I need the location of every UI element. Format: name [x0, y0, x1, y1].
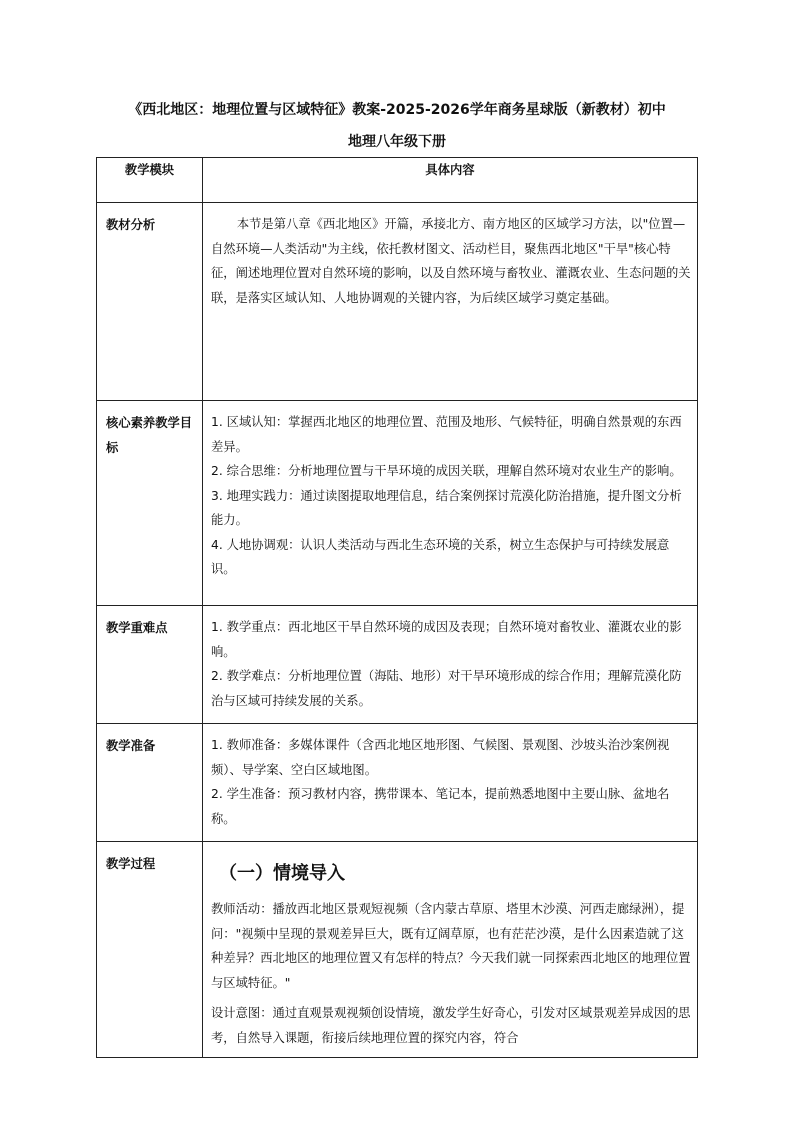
- row-content: [203, 401, 698, 606]
- row-content: [203, 842, 698, 1058]
- row-content: [203, 203, 698, 401]
- document-title: [96, 94, 698, 158]
- row-content: [203, 606, 698, 724]
- content-paragraph: 3. 地理实践力：通过读图提取地理信息，结合案例探讨荒漠化防治措施，提升图文分析能力。: [211, 488, 682, 527]
- table-row-teaching-preparation: [97, 724, 698, 842]
- table-row-core-literacy-goals: [97, 401, 698, 606]
- document-title-line-1: 《西北地区：地理位置与区域特征》教案-2025-2026学年商务星球版（新教材）初中: [128, 102, 666, 118]
- row-label: 教材分析: [97, 203, 203, 401]
- table-row-textbook-analysis: [97, 203, 698, 401]
- row-label: 教学过程: [97, 842, 203, 1058]
- table-row-teaching-process: [97, 842, 698, 1058]
- content-paragraph: 2. 教学难点：分析地理位置（海陆、地形）对干旱环境形成的综合作用；理解荒漠化防治与区域可持续发展的关系。: [211, 669, 682, 708]
- content-paragraph: 1. 区域认知：掌握西北地区的地理位置、范围及地形、气候特征，明确自然景观的东西差异。: [211, 415, 682, 454]
- content-paragraph: 2. 学生准备：预习教材内容，携带课本、笔记本，提前熟悉地图中主要山脉、盆地名称。: [211, 787, 670, 826]
- table-row-key-difficult-points: [97, 606, 698, 724]
- table-header-row: [97, 158, 698, 203]
- content-paragraph: 1. 教师准备：多媒体课件（含西北地区地形图、气候图、景观图、沙坡头治沙案例视频）、导学案、空白区域地图。: [211, 738, 670, 777]
- row-label: 教学重难点: [97, 606, 203, 724]
- content-paragraph: 1. 教学重点：西北地区干旱自然环境的成因及表现；自然环境对畜牧业、灌溉农业的影响。: [211, 620, 682, 659]
- lesson-plan-table: [96, 157, 698, 1058]
- content-paragraph: 本节是第八章《西北地区》开篇，承接北方、南方地区的区域学习方法，以"位置—自然环境—人类活动"为主线，依托教材图文、活动栏目，聚焦西北地区"干旱"核心特征，阐述地理位置对自然环境的影响，以及自然环境与畜牧业、灌溉农业、生态问题的关联，是落实区域认知、人地协调观的关键内容，为后续区域学习奠定基础。: [211, 217, 691, 305]
- content-paragraph: 设计意图：通过直观景观视频创设情境，激发学生好奇心，引发对区域景观差异成因的思考，自然导入课题，衔接后续地理位置的探究内容，符合: [211, 1006, 691, 1045]
- header-content: 具体内容: [203, 158, 698, 203]
- document-title-line-2: 地理八年级下册: [348, 134, 446, 150]
- content-paragraph: 4. 人地协调观：认识人类活动与西北生态环境的关系，树立生态保护与可持续发展意识。: [211, 537, 670, 576]
- section-heading: （一）情境导入: [219, 863, 345, 884]
- row-label: 教学准备: [97, 724, 203, 842]
- row-label: 核心素养教学目标: [97, 401, 203, 606]
- content-paragraph: 教师活动：播放西北地区景观短视频（含内蒙古草原、塔里木沙漠、河西走廊绿洲），提问："视频中呈现的景观差异巨大，既有辽阔草原，也有茫茫沙漠，是什么因素造就了这种差异？西北地区的地理位置又有怎样的特点？今天我们就一同探索西北地区的地理位置与区域特征。": [211, 902, 691, 990]
- header-module: 教学模块: [97, 158, 203, 203]
- row-content: [203, 724, 698, 842]
- content-paragraph: 2. 综合思维：分析地理位置与干旱环境的成因关联，理解自然环境对农业生产的影响。: [211, 464, 682, 478]
